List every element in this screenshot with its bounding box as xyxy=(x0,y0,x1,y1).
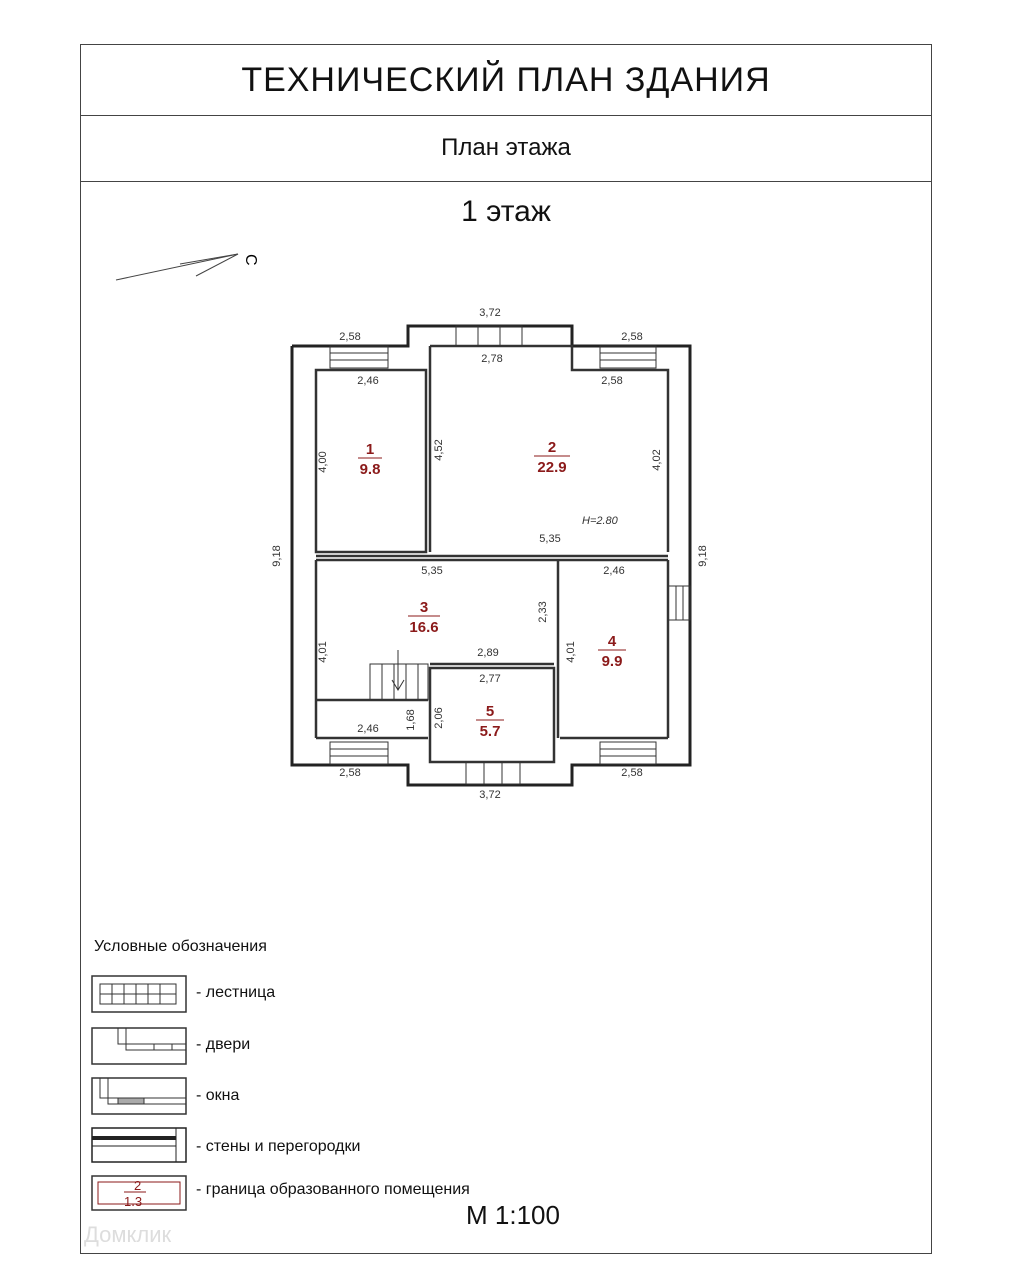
room-4 xyxy=(598,633,626,670)
room-number: 4 xyxy=(607,633,617,650)
legend-walls-icon xyxy=(92,1128,186,1162)
svg-text:2,58: 2,58 xyxy=(601,375,623,387)
legend-label-windows: - окна xyxy=(196,1087,240,1104)
room-5 xyxy=(476,703,504,740)
svg-text:2,58: 2,58 xyxy=(621,331,643,343)
legend-sample-number: 2 xyxy=(134,1178,142,1193)
room-number: 3 xyxy=(419,599,429,616)
room-area: 9.9 xyxy=(601,653,623,670)
svg-text:4,52: 4,52 xyxy=(433,439,445,461)
legend-windows-icon xyxy=(92,1078,186,1114)
svg-text:2,58: 2,58 xyxy=(621,767,643,779)
svg-text:5,35: 5,35 xyxy=(421,565,443,577)
svg-text:2,89: 2,89 xyxy=(477,647,499,659)
legend-doors-icon xyxy=(92,1028,186,1064)
svg-text:3,72: 3,72 xyxy=(479,307,501,319)
svg-text:1,68: 1,68 xyxy=(405,709,417,731)
room-number: 2 xyxy=(547,439,557,456)
svg-text:2,46: 2,46 xyxy=(357,723,379,735)
svg-text:2,77: 2,77 xyxy=(479,673,501,685)
svg-text:9,18: 9,18 xyxy=(271,545,283,567)
room-area: 5.7 xyxy=(479,723,501,740)
svg-text:2,78: 2,78 xyxy=(481,353,503,365)
svg-text:2,06: 2,06 xyxy=(433,707,445,729)
legend-label-walls: - стены и перегородки xyxy=(196,1138,361,1155)
legend-label-room-boundary: - граница образованного помещения xyxy=(196,1181,470,1198)
scale-label: М 1:100 xyxy=(466,1200,560,1230)
room-number: 5 xyxy=(485,703,495,720)
svg-text:4,01: 4,01 xyxy=(317,641,329,663)
svg-text:2,46: 2,46 xyxy=(603,565,625,577)
svg-text:2,33: 2,33 xyxy=(537,601,549,623)
room-1 xyxy=(358,441,382,478)
room-area: 16.6 xyxy=(409,619,439,636)
watermark: Домклик xyxy=(84,1222,172,1247)
room-area: 9.8 xyxy=(359,461,381,478)
document-title: ТЕХНИЧЕСКИЙ ПЛАН ЗДАНИЯ xyxy=(241,60,771,99)
svg-text:4,02: 4,02 xyxy=(651,449,663,471)
legend-stairs-icon xyxy=(92,976,186,1012)
legend-sample-area: 1.3 xyxy=(124,1194,143,1209)
north-label: С xyxy=(242,254,259,266)
svg-text:3,72: 3,72 xyxy=(479,789,501,801)
room-number: 1 xyxy=(365,441,375,458)
room-3 xyxy=(408,599,440,636)
stairs xyxy=(370,650,428,700)
svg-text:9,18: 9,18 xyxy=(697,545,709,567)
ceiling-height: Н=2.80 xyxy=(582,515,618,527)
room-2 xyxy=(534,439,570,476)
legend-label-doors: - двери xyxy=(196,1036,251,1053)
svg-text:2,58: 2,58 xyxy=(339,767,361,779)
inner-walls xyxy=(316,346,668,762)
north-arrow-icon xyxy=(116,254,238,280)
svg-text:4,01: 4,01 xyxy=(565,641,577,663)
svg-text:2,46: 2,46 xyxy=(357,375,379,387)
legend-title: Условные обозначения xyxy=(94,938,267,955)
svg-text:2,58: 2,58 xyxy=(339,331,361,343)
document-subtitle: План этажа xyxy=(441,134,571,161)
legend-label-stairs: - лестница xyxy=(196,984,276,1001)
floor-label: 1 этаж xyxy=(461,195,551,228)
svg-text:4,00: 4,00 xyxy=(317,451,329,473)
room-area: 22.9 xyxy=(537,459,567,476)
svg-text:5,35: 5,35 xyxy=(539,533,561,545)
legend-room-boundary-icon xyxy=(92,1176,186,1210)
